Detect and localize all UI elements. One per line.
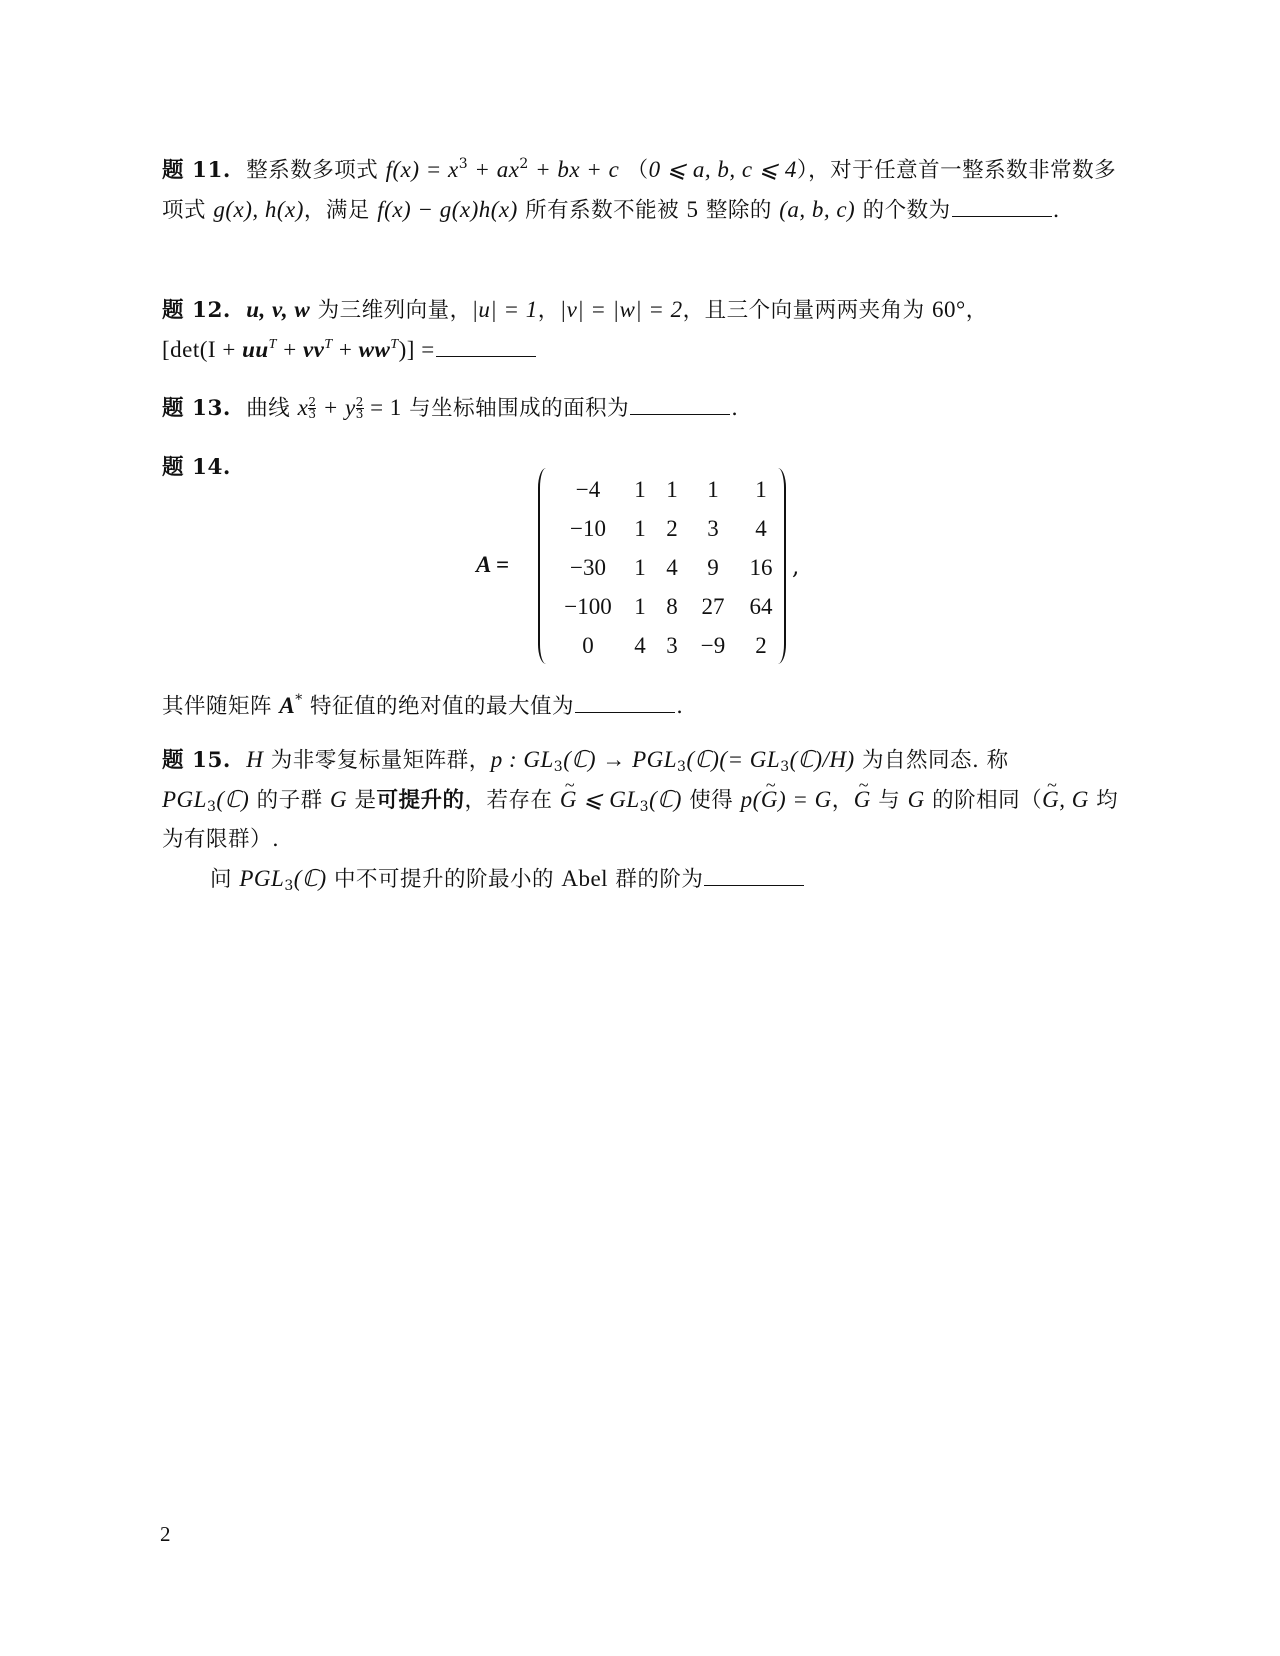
problem-text: 特征值的绝对值的最大值为 (310, 694, 575, 719)
matrix-cell: 27 (701, 593, 725, 619)
matrix-cell: 3 (707, 515, 719, 541)
problem-14-question (162, 686, 1120, 726)
matrix-cell: 0 (582, 632, 594, 658)
math: A (279, 693, 296, 718)
answer-blank[interactable] (952, 215, 1052, 217)
problem-text: 与 (878, 788, 901, 813)
matrix-cell: 64 (749, 593, 773, 619)
math: |u| = 1 (471, 297, 538, 322)
problem-label: 题 13. (162, 396, 231, 421)
matrix-cell: 2 (666, 515, 678, 541)
math-g-tilde: ~ G (1042, 780, 1059, 819)
math: + (332, 337, 359, 362)
problem-label: 题 15. (162, 748, 231, 773)
problem-text: ，满足 (303, 198, 370, 223)
problem-text: 中不可提升的阶最小的 (333, 867, 554, 892)
math: p : GL (490, 747, 554, 772)
math-g-tilde: ~ G (560, 780, 577, 819)
math-g-tilde: ~ G (854, 780, 871, 819)
problem-text: 为非零复标量矩阵群， (270, 748, 491, 773)
problem-text: 的个数为 (862, 198, 951, 223)
math-sup: T (390, 337, 399, 352)
punctuation: . (676, 694, 684, 719)
problem-text: 的阶相同（ (932, 788, 1043, 813)
matrix-cell: −9 (700, 632, 726, 658)
problem-label: 题 12. (162, 298, 231, 323)
math: (ℂ) (649, 787, 682, 812)
math: + bx + c (528, 157, 620, 182)
matrix-cell: 9 (707, 554, 719, 580)
matrix-cell: 1 (755, 476, 767, 502)
math: x (297, 395, 309, 420)
answer-blank[interactable] (704, 884, 804, 886)
math-sub: 3 (553, 759, 564, 775)
matrix-cell: 1 (634, 515, 646, 541)
math-sup: T (324, 337, 333, 352)
matrix-cell: 8 (666, 593, 678, 619)
problem-text: 整除的 (705, 198, 772, 223)
matrix-row (552, 509, 784, 548)
punctuation: . (1052, 198, 1060, 223)
math: (ℂ) (293, 866, 327, 891)
math: G (907, 787, 925, 812)
math-sup: 2 (519, 156, 529, 172)
matrix-cell: −10 (570, 515, 606, 541)
math: PGL (239, 866, 285, 891)
math: f(x) = x (385, 157, 459, 182)
problem-text: 是 (354, 788, 377, 813)
math: ) = G (777, 787, 832, 812)
math: |v| = |w| = 2 (559, 297, 683, 322)
math: , G (1059, 787, 1089, 812)
matrix (538, 468, 786, 664)
matrix-name: A = (476, 552, 509, 577)
problem-12 (162, 290, 1120, 370)
math: )] = (398, 337, 435, 362)
math: ⩽ GL (576, 787, 640, 812)
math: uu (242, 337, 269, 362)
matrix-row (552, 470, 784, 509)
matrix-cell: 16 (749, 554, 773, 580)
math: f(x) − g(x)h(x) (377, 197, 518, 222)
problem-text: 为自然同态. 称 (862, 748, 1009, 773)
problem-text: ，且三个向量两两夹角为 (682, 298, 925, 323)
problem-text: ， (537, 298, 560, 323)
math: 5 (686, 197, 699, 222)
problem-label: 题 11. (162, 158, 231, 183)
matrix-row (552, 548, 784, 587)
problem-15 (162, 740, 1120, 899)
problem-text: 整系数多项式 (246, 158, 379, 183)
math: + y (316, 395, 356, 420)
fraction-denominator: 3 (308, 407, 317, 421)
math: [det(I + (162, 337, 243, 362)
math: p( (740, 787, 761, 812)
right-parenthesis (770, 468, 786, 664)
math: (ℂ) (216, 787, 250, 812)
math-sup: * (295, 692, 303, 708)
problem-text: 所有系数不能被 (525, 198, 680, 223)
math-sub: 3 (677, 759, 687, 775)
matrix-table (552, 470, 784, 665)
matrix-cell: −4 (575, 476, 601, 502)
math-fraction-exponent (356, 397, 364, 420)
math: (ℂ)/H) (789, 747, 855, 772)
matrix-cell: 4 (634, 632, 646, 658)
math: + ax (468, 157, 520, 182)
problem-13 (162, 388, 1120, 428)
matrix-cell: 1 (634, 554, 646, 580)
problem-text: 均为有限群）. (162, 788, 1119, 852)
matrix-cell: −30 (570, 554, 606, 580)
math: 0 ⩽ a, b, c ⩽ 4 (648, 157, 797, 182)
matrix-cell: 1 (634, 593, 646, 619)
math: Abel (561, 866, 609, 891)
math-sub: 3 (780, 759, 790, 775)
problem-label: 题 14. (162, 455, 231, 480)
answer-blank[interactable] (630, 413, 730, 415)
math-sup: 3 (458, 156, 469, 172)
math-sub: 3 (639, 799, 650, 815)
math-g-tilde: ~ G (761, 780, 778, 819)
math: u, v, w (246, 297, 311, 322)
math: ww (358, 337, 391, 362)
problem-text: 使得 (689, 788, 734, 813)
answer-blank[interactable] (436, 355, 536, 357)
emphasized-term: 可提升的 (376, 788, 465, 813)
problem-text: ，若存在 (464, 788, 553, 813)
matrix-cell: 4 (666, 554, 678, 580)
math: G (329, 787, 348, 812)
matrix-cell: 3 (666, 632, 678, 658)
matrix-cell: 1 (666, 476, 678, 502)
problem-text: 与坐标轴围成的面积为 (409, 396, 630, 421)
problem-text: 为三维列向量， (317, 298, 472, 323)
problem-text: 的子群 (256, 788, 323, 813)
matrix-cell: 2 (755, 632, 767, 658)
matrix-cell: 1 (707, 476, 719, 502)
page-number: 2 (160, 1522, 171, 1546)
problem-text: ， (831, 788, 854, 813)
problem-text: ），对于任意首一整系数非常数多项式 (162, 158, 1117, 223)
matrix-cell: 1 (634, 476, 646, 502)
problem-text: 群的阶为 (615, 867, 704, 892)
problem-text: 问 (210, 867, 233, 892)
math-sub: 3 (206, 799, 217, 815)
math: (ℂ) → PGL (563, 747, 678, 772)
problem-text: （ (626, 158, 649, 183)
matrix-cell: −100 (564, 593, 612, 619)
problem-11 (162, 150, 1120, 230)
fraction-denominator: 3 (355, 407, 364, 421)
punctuation: . (731, 396, 739, 421)
math: + (276, 337, 303, 362)
math: (ℂ)(= GL (686, 747, 781, 772)
math: (a, b, c) (779, 197, 856, 222)
math-sub: 3 (284, 878, 294, 894)
matrix-cell: 4 (755, 515, 767, 541)
fraction-numerator: 2 (308, 395, 317, 409)
math: vv (302, 337, 325, 362)
problem-15-question (162, 859, 1120, 899)
math: = 1 (363, 395, 402, 420)
math: g(x), h(x) (213, 197, 304, 222)
punctuation: , (792, 554, 800, 580)
problem-text: 其伴随矩阵 (162, 694, 273, 719)
math: PGL (162, 787, 207, 812)
matrix-row (552, 626, 784, 665)
math-sup: T (268, 337, 277, 352)
matrix-display (162, 468, 1120, 678)
math: H (246, 747, 264, 772)
math: 60° (932, 297, 966, 322)
problem-text: 曲线 (246, 396, 291, 421)
matrix-row (552, 587, 784, 626)
answer-blank[interactable] (575, 711, 675, 713)
fraction-numerator: 2 (355, 395, 364, 409)
problem-text: ， (965, 298, 988, 323)
